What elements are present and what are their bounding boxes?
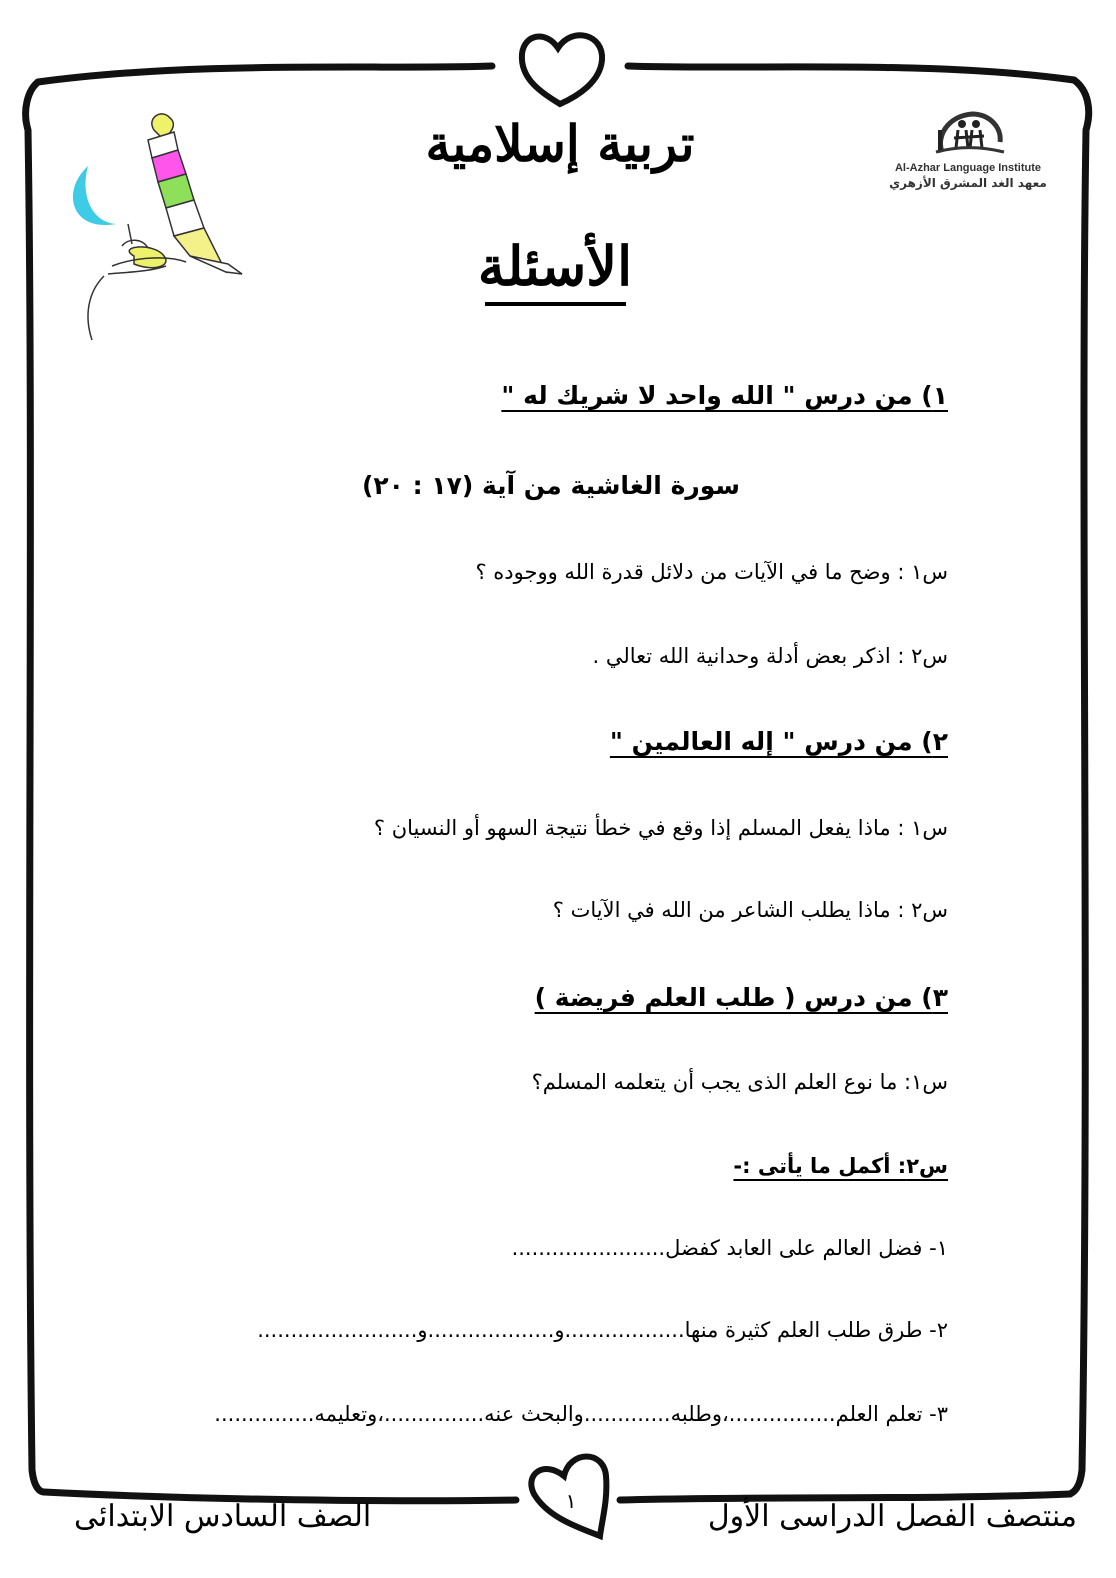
section-1-question-2: س٢ : اذكر بعض أدلة وحدانية الله تعالي . <box>592 644 948 668</box>
mosque-decoration-icon <box>58 96 258 346</box>
section-3-complete-heading: س٢: أكمل ما يأتى :- <box>733 1154 948 1178</box>
section-2-question-1: س١ : ماذا يفعل المسلم إذا وقع في خطأ نتيجة السهو أو النسيان ؟ <box>373 816 948 840</box>
section-3-heading: ٣) من درس ( طلب العلم فريضة ) <box>534 983 948 1012</box>
subject-title: تربية إسلامية <box>425 114 695 173</box>
institute-name-ar: معهد الغد المشرق الأزهري <box>889 176 1047 190</box>
fill-item-3: ٣- تعلم العلم................،وطلبه.............والبحث عنه...............،وتعليمه............... <box>214 1402 948 1426</box>
footer-term: منتصف الفصل الدراسى الأول <box>707 1499 1077 1534</box>
fill-item-2: ٢- طرق طلب العلم كثيرة منها..................و...................و........................ <box>257 1318 948 1342</box>
section-2-question-2: س٢ : ماذا يطلب الشاعر من الله في الآيات ؟ <box>552 898 948 922</box>
page-title-underline <box>485 302 626 306</box>
section-1-heading: ١) من درس " الله واحد لا شريك له " <box>501 381 948 410</box>
heart-top-icon <box>522 35 602 104</box>
section-1-question-1: س١ : وضح ما في الآيات من دلائل قدرة الله ووجوده ؟ <box>475 560 948 584</box>
section-1-surah-reference: سورة الغاشية من آية (١٧ : ٢٠) <box>361 471 740 500</box>
section-3-question-1: س١: ما نوع العلم الذى يجب أن يتعلمه المسلم؟ <box>531 1070 948 1094</box>
institute-logo <box>878 108 1058 194</box>
crescent-moon-icon <box>73 166 116 225</box>
page-title: الأسئلة <box>477 234 633 298</box>
institute-emblem-icon <box>928 108 1008 160</box>
institute-name-en: Al-Azhar Language Institute <box>894 162 1042 174</box>
fill-item-1: ١- فضل العالم على العابد كفضل....................... <box>511 1236 948 1260</box>
footer-grade: الصف السادس الابتدائى <box>74 1499 372 1534</box>
section-2-heading: ٢) من درس " إله العالمين " <box>609 727 948 756</box>
page-number: ١ <box>565 1489 577 1513</box>
